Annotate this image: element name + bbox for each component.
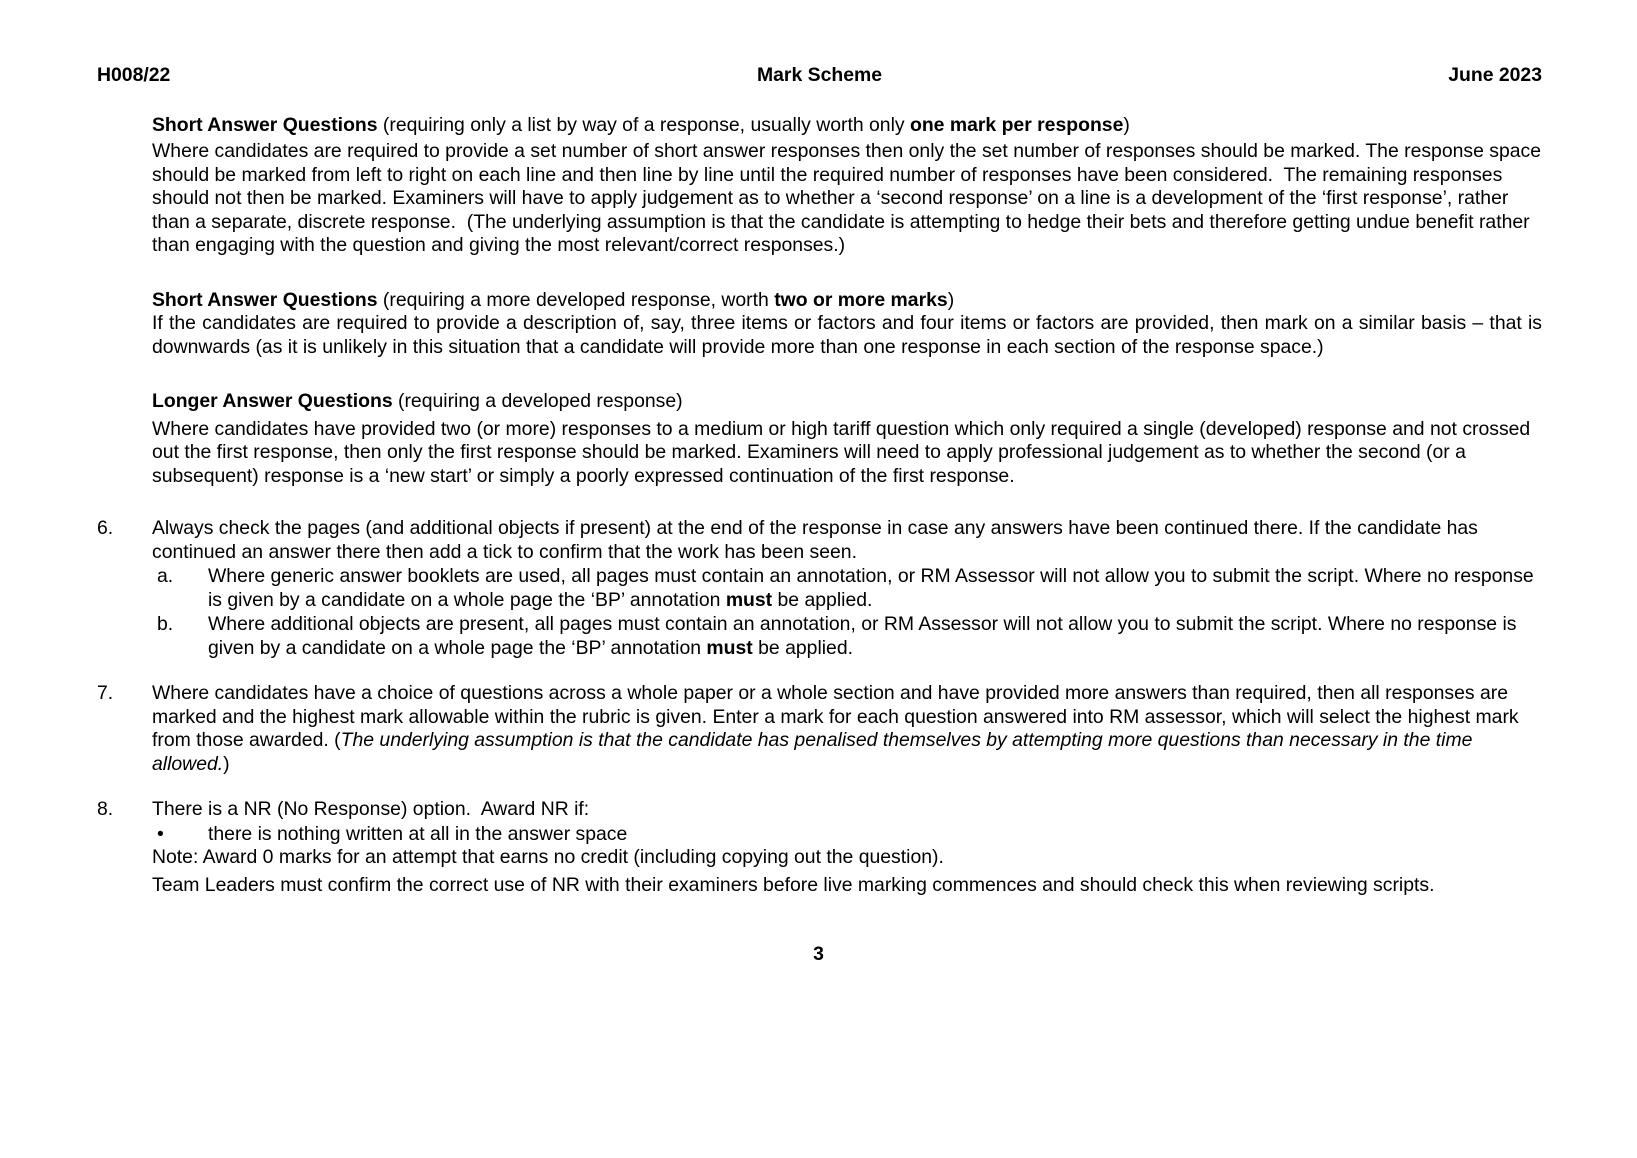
item-paragraph: There is a NR (No Response) option. Award NR if: (152, 798, 590, 820)
sub-item-text-run: be applied. (772, 588, 873, 611)
sub-item-marker: a. (157, 565, 174, 587)
section-paragraph: If the candidates are required to provide a description of, say, three items or factors and four items or factors are provided, then mark on a similar basis – that is downwards (as it is unlikely in this situation that a candidate will provide more than one response in each section of the response space.) (152, 312, 1542, 358)
section-longer-answer (152, 390, 1542, 488)
doc-code: H008/22 (97, 64, 171, 86)
team-leaders-paragraph: Team Leaders must confirm the correct use of NR with their examiners before live marking commences and should check this when reviewing scripts. (152, 873, 1435, 896)
doc-date: June 2023 (1448, 64, 1543, 86)
heading-bold-run: Short Answer Questions (152, 288, 378, 311)
section-heading (152, 289, 1542, 313)
heading-text-run: (requiring a more developed response, worth (377, 288, 775, 311)
heading-text-run: (requiring only a list by way of a response, usually worth only (377, 113, 910, 136)
heading-bold-run: Short Answer Questions (152, 113, 378, 136)
heading-bold-run: Longer Answer Questions (152, 390, 393, 412)
item-italic-run: The underlying assumption is that the candidate has penalised themselves by attempting more questions than necessary in the time allowed. (152, 729, 1473, 775)
section-paragraph: Where candidates have provided two (or more) responses to a medium or high tariff question which only required a single (developed) response and not crossed out the first response, then only the first response should be marked. Examiners will need to apply professional judgement as to whether the second (or a subsequent) response is a ‘new start’ or simply a poorly expressed continuation of the first response. (152, 417, 1531, 487)
item-number: 7. (97, 682, 114, 704)
page-number: 3 (813, 943, 824, 965)
item-paragraph (152, 682, 1542, 776)
section-paragraph: Where candidates are required to provide a set number of short answer responses then only the set number of responses should be marked. The response space should be marked from left to right on each line and then line by line until the required number of responses have been considered. The remaining responses should not then be marked. Examiners will have to apply judgement as to whether a ‘second response’ on a line is a development of the ‘first response’, rather than a separate, discrete response. (The underlying assumption is that the candidate is attempting to hedge their bets and therefore getting undue benefit rather than engaging with the question and giving the most relevant/correct responses.) (152, 140, 1542, 256)
section-short-answer-developed (152, 289, 1542, 360)
page-header (97, 64, 1542, 88)
heading-text-run: ) (947, 288, 955, 311)
item-number: 6. (97, 517, 114, 539)
sub-item-marker: b. (157, 613, 174, 635)
item-number: 8. (97, 798, 114, 820)
document-title: Mark Scheme (756, 64, 883, 86)
section-short-answer-list (152, 114, 1542, 258)
numbered-item-6 (97, 517, 1542, 660)
item-paragraph: Always check the pages (and additional objects if present) at the end of the response in case any answers have been continued there. If the candidate has continued an answer there then add a tick to confirm that the work has been seen. (152, 517, 1478, 563)
section-heading (152, 390, 1542, 414)
sub-item-a (152, 565, 1542, 612)
item-text-run: ) (223, 752, 230, 775)
heading-text-run: (requiring a developed response) (392, 390, 683, 412)
sub-item-b (152, 613, 1542, 660)
item-text-run: Where candidates have a choice of questions across a whole paper or a whole section and have provided more answers than required, then all responses are marked and the highest mark allowable within the rubric is given. Enter a mark for each question answered into RM assessor, which will select the highest mark from those awarded. ( (152, 682, 1519, 751)
bullet-item (152, 823, 1542, 847)
note-paragraph: Note: Award 0 marks for an attempt that earns no credit (including copying out the question). (152, 846, 944, 868)
sub-item-bold-run: must (725, 588, 773, 611)
numbered-item-8 (97, 798, 1542, 897)
sub-item-text-run: Where additional objects are present, all pages must contain an annotation, or RM Assessor will not allow you to submit the script. Where no response is given by a candidate on a whole page the ‘BP’ annotation (208, 613, 1517, 659)
heading-bold-run: one mark per response (909, 113, 1124, 136)
bullet-text: there is nothing written at all in the answer space (208, 822, 628, 845)
heading-text-run: ) (1123, 113, 1130, 136)
sub-item-text-run: be applied. (752, 636, 854, 659)
sub-item-bold-run: must (706, 636, 753, 659)
document-content (97, 113, 1542, 898)
heading-bold-run: two or more marks (774, 288, 948, 311)
section-heading (152, 114, 1542, 138)
bullet-icon: • (157, 822, 164, 845)
numbered-item-7 (97, 682, 1542, 776)
sub-item-text-run: Where generic answer booklets are used, all pages must contain an annotation, or RM Assessor will not allow you to submit the script. Where no response is given by a candidate on a whole page the ‘BP’ annotation (208, 565, 1534, 611)
